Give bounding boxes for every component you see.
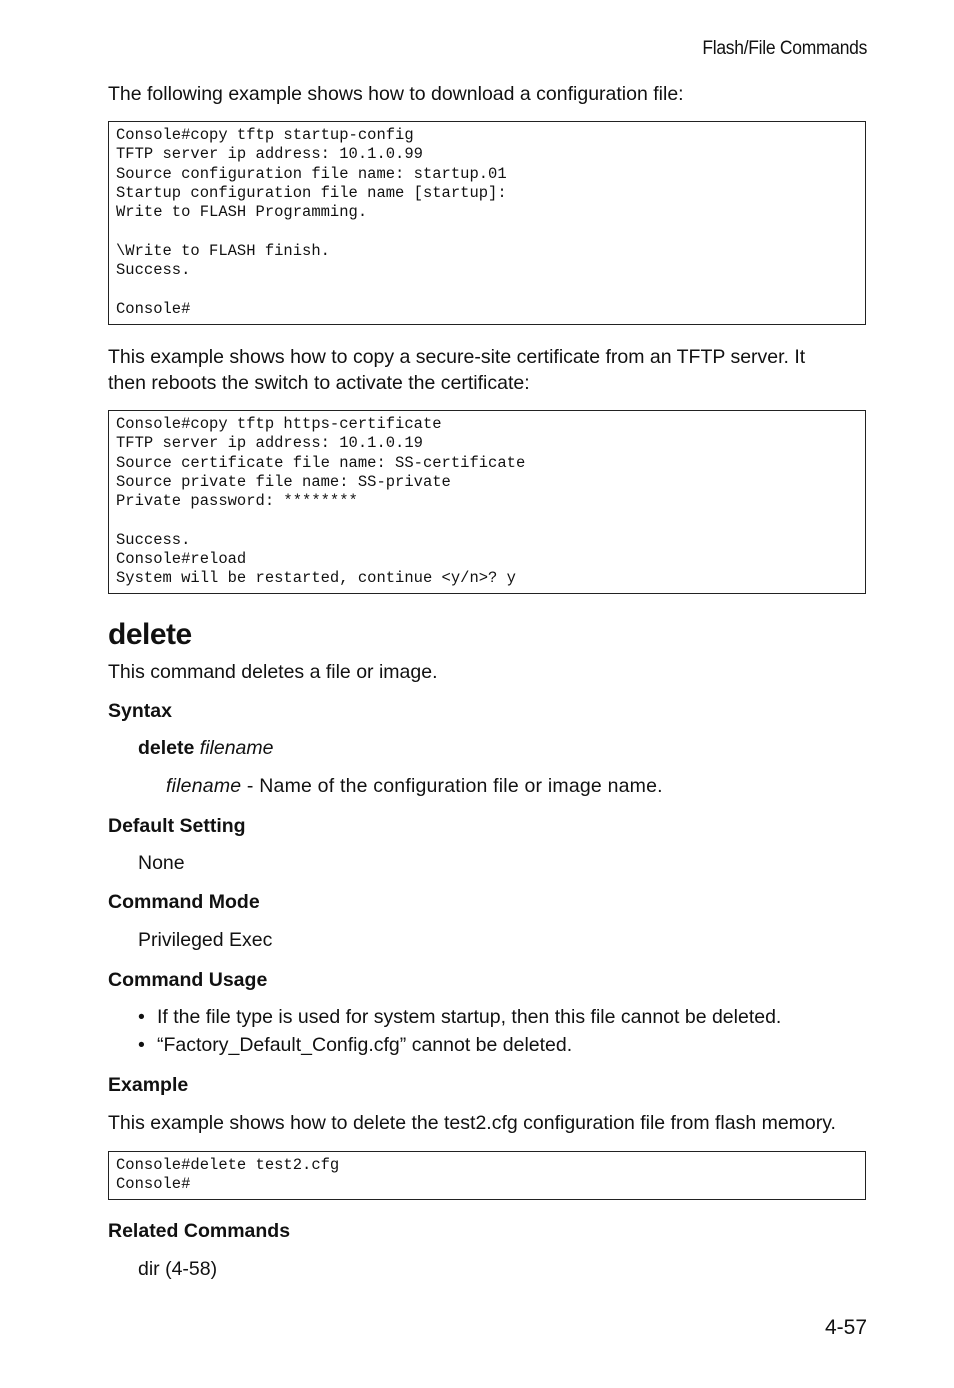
usage-heading: Command Usage <box>108 969 268 991</box>
intro-certificate-line-1: This example shows how to copy a secure-site certificate from an TFTP server. It <box>108 346 806 368</box>
intro-certificate-text <box>108 344 805 396</box>
code-block-delete-example: Console#delete test2.cfg Console# <box>108 1151 866 1200</box>
command-title: delete <box>108 618 192 651</box>
default-value: None <box>138 852 185 874</box>
page-number: 4-57 <box>824 1316 867 1339</box>
syntax-line <box>138 737 274 760</box>
example-heading: Example <box>108 1074 189 1096</box>
bullet-icon: • <box>138 1006 145 1028</box>
related-heading: Related Commands <box>108 1220 291 1242</box>
syntax-heading: Syntax <box>108 700 172 722</box>
intro-certificate-line-2: then reboots the switch to activate the certificate: <box>108 372 530 394</box>
syntax-param: filename <box>199 737 274 759</box>
usage-item: • If the file type is used for system startup, then this file cannot be deleted. <box>138 1006 782 1028</box>
mode-value: Privileged Exec <box>138 929 273 951</box>
related-command-link[interactable]: dir (4-58) <box>138 1258 218 1280</box>
running-header: Flash/File Commands <box>702 38 867 59</box>
code-block-download-config: Console#copy tftp startup-config TFTP server ip address: 10.1.0.99 Source configuration file name: startup.01 Startup configuration file name [startup]: Write to FLASH Programming. \Write to FLASH finish. Success. Console# <box>108 121 866 325</box>
syntax-keyword: delete <box>138 737 195 759</box>
code-block-certificate: Console#copy tftp https-certificate TFTP server ip address: 10.1.0.19 Source certificate file name: SS-certificate Source private file name: SS-private Private password: ******** Success. Console#reload System will be restarted, continue <y/n>? y <box>108 410 866 594</box>
command-description: This command deletes a file or image. <box>108 661 438 683</box>
mode-heading: Command Mode <box>108 891 260 913</box>
intro-download-text: The following example shows how to download a configuration file: <box>108 83 684 105</box>
param-desc-text: - Name of the configuration file or image name. <box>241 775 663 797</box>
bullet-icon: • <box>138 1034 145 1056</box>
example-description: This example shows how to delete the test2.cfg configuration file from flash memory. <box>108 1112 836 1134</box>
default-heading: Default Setting <box>108 815 246 837</box>
param-description <box>166 775 663 798</box>
param-name: filename <box>166 775 242 797</box>
usage-item: • “Factory_Default_Config.cfg” cannot be deleted. <box>138 1034 573 1056</box>
